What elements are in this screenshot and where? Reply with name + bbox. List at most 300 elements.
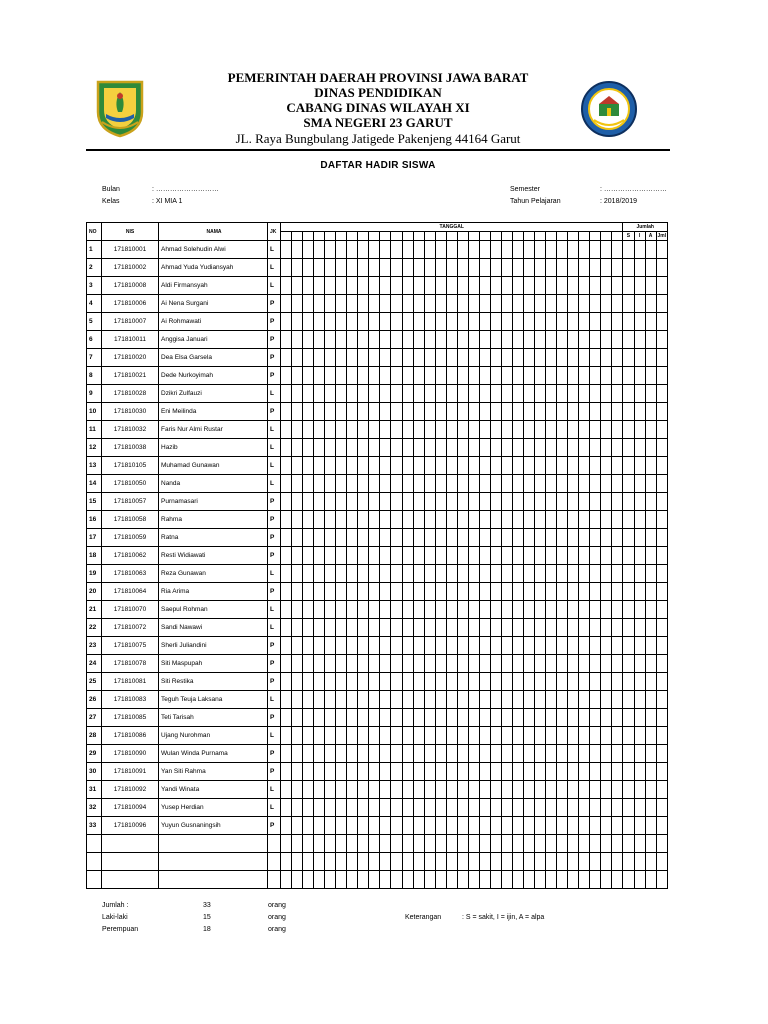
attendance-cell[interactable] (413, 241, 424, 259)
attendance-cell[interactable] (391, 349, 402, 367)
attendance-cell[interactable] (281, 601, 292, 619)
attendance-cell[interactable] (402, 493, 413, 511)
total-cell[interactable] (623, 313, 634, 331)
attendance-cell[interactable] (501, 313, 512, 331)
attendance-cell[interactable] (281, 511, 292, 529)
attendance-cell[interactable] (292, 835, 303, 853)
total-cell[interactable] (656, 493, 667, 511)
attendance-cell[interactable] (314, 781, 325, 799)
attendance-cell[interactable] (490, 421, 501, 439)
attendance-cell[interactable] (446, 853, 457, 871)
attendance-cell[interactable] (347, 817, 358, 835)
attendance-cell[interactable] (501, 763, 512, 781)
attendance-cell[interactable] (446, 619, 457, 637)
attendance-cell[interactable] (601, 817, 612, 835)
attendance-cell[interactable] (535, 259, 546, 277)
attendance-cell[interactable] (314, 313, 325, 331)
attendance-cell[interactable] (557, 313, 568, 331)
attendance-cell[interactable] (468, 493, 479, 511)
attendance-cell[interactable] (568, 853, 579, 871)
attendance-cell[interactable] (413, 403, 424, 421)
attendance-cell[interactable] (369, 601, 380, 619)
attendance-cell[interactable] (402, 781, 413, 799)
attendance-cell[interactable] (590, 295, 601, 313)
total-cell[interactable] (634, 619, 645, 637)
attendance-cell[interactable] (435, 583, 446, 601)
attendance-cell[interactable] (325, 547, 336, 565)
attendance-cell[interactable] (457, 439, 468, 457)
attendance-cell[interactable] (568, 313, 579, 331)
attendance-cell[interactable] (457, 745, 468, 763)
attendance-cell[interactable] (435, 655, 446, 673)
attendance-cell[interactable] (402, 601, 413, 619)
attendance-cell[interactable] (501, 547, 512, 565)
attendance-cell[interactable] (336, 493, 347, 511)
attendance-cell[interactable] (524, 691, 535, 709)
attendance-cell[interactable] (512, 709, 523, 727)
attendance-cell[interactable] (524, 439, 535, 457)
attendance-cell[interactable] (391, 529, 402, 547)
attendance-cell[interactable] (446, 781, 457, 799)
attendance-cell[interactable] (546, 295, 557, 313)
attendance-cell[interactable] (490, 781, 501, 799)
attendance-cell[interactable] (590, 691, 601, 709)
attendance-cell[interactable] (490, 493, 501, 511)
attendance-cell[interactable] (292, 295, 303, 313)
attendance-cell[interactable] (601, 871, 612, 889)
attendance-cell[interactable] (292, 385, 303, 403)
total-cell[interactable] (634, 259, 645, 277)
attendance-cell[interactable] (479, 475, 490, 493)
attendance-cell[interactable] (369, 691, 380, 709)
attendance-cell[interactable] (424, 511, 435, 529)
attendance-cell[interactable] (303, 655, 314, 673)
total-cell[interactable] (656, 385, 667, 403)
attendance-cell[interactable] (479, 637, 490, 655)
attendance-cell[interactable] (468, 853, 479, 871)
attendance-cell[interactable] (369, 709, 380, 727)
attendance-cell[interactable] (358, 403, 369, 421)
attendance-cell[interactable] (468, 241, 479, 259)
attendance-cell[interactable] (490, 817, 501, 835)
attendance-cell[interactable] (446, 637, 457, 655)
attendance-cell[interactable] (325, 439, 336, 457)
attendance-cell[interactable] (457, 529, 468, 547)
attendance-cell[interactable] (468, 547, 479, 565)
attendance-cell[interactable] (446, 547, 457, 565)
attendance-cell[interactable] (535, 493, 546, 511)
attendance-cell[interactable] (524, 655, 535, 673)
total-cell[interactable] (645, 421, 656, 439)
attendance-cell[interactable] (358, 835, 369, 853)
attendance-cell[interactable] (557, 331, 568, 349)
attendance-cell[interactable] (579, 871, 590, 889)
total-cell[interactable] (623, 871, 634, 889)
attendance-cell[interactable] (512, 727, 523, 745)
attendance-cell[interactable] (358, 619, 369, 637)
attendance-cell[interactable] (612, 727, 623, 745)
attendance-cell[interactable] (590, 403, 601, 421)
attendance-cell[interactable] (336, 583, 347, 601)
attendance-cell[interactable] (512, 367, 523, 385)
attendance-cell[interactable] (535, 601, 546, 619)
attendance-cell[interactable] (314, 565, 325, 583)
attendance-cell[interactable] (292, 619, 303, 637)
attendance-cell[interactable] (468, 385, 479, 403)
attendance-cell[interactable] (314, 529, 325, 547)
attendance-cell[interactable] (479, 367, 490, 385)
attendance-cell[interactable] (303, 349, 314, 367)
attendance-cell[interactable] (601, 367, 612, 385)
attendance-cell[interactable] (490, 511, 501, 529)
attendance-cell[interactable] (303, 871, 314, 889)
total-cell[interactable] (645, 331, 656, 349)
attendance-cell[interactable] (292, 673, 303, 691)
attendance-cell[interactable] (546, 799, 557, 817)
attendance-cell[interactable] (380, 853, 391, 871)
attendance-cell[interactable] (612, 637, 623, 655)
attendance-cell[interactable] (612, 529, 623, 547)
attendance-cell[interactable] (557, 601, 568, 619)
attendance-cell[interactable] (358, 295, 369, 313)
attendance-cell[interactable] (501, 853, 512, 871)
attendance-cell[interactable] (490, 475, 501, 493)
attendance-cell[interactable] (457, 799, 468, 817)
attendance-cell[interactable] (468, 799, 479, 817)
attendance-cell[interactable] (512, 421, 523, 439)
attendance-cell[interactable] (325, 493, 336, 511)
attendance-cell[interactable] (535, 349, 546, 367)
attendance-cell[interactable] (435, 601, 446, 619)
attendance-cell[interactable] (391, 367, 402, 385)
attendance-cell[interactable] (535, 241, 546, 259)
attendance-cell[interactable] (303, 799, 314, 817)
attendance-cell[interactable] (601, 655, 612, 673)
total-cell[interactable] (623, 799, 634, 817)
attendance-cell[interactable] (402, 673, 413, 691)
attendance-cell[interactable] (424, 493, 435, 511)
total-cell[interactable] (634, 529, 645, 547)
attendance-cell[interactable] (479, 403, 490, 421)
attendance-cell[interactable] (524, 529, 535, 547)
attendance-cell[interactable] (358, 529, 369, 547)
total-cell[interactable] (623, 565, 634, 583)
attendance-cell[interactable] (325, 403, 336, 421)
attendance-cell[interactable] (336, 637, 347, 655)
attendance-cell[interactable] (336, 529, 347, 547)
total-cell[interactable] (656, 295, 667, 313)
attendance-cell[interactable] (601, 691, 612, 709)
attendance-cell[interactable] (457, 259, 468, 277)
attendance-cell[interactable] (601, 853, 612, 871)
attendance-cell[interactable] (292, 403, 303, 421)
attendance-cell[interactable] (424, 241, 435, 259)
attendance-cell[interactable] (490, 385, 501, 403)
attendance-cell[interactable] (612, 781, 623, 799)
attendance-cell[interactable] (292, 529, 303, 547)
attendance-cell[interactable] (424, 745, 435, 763)
attendance-cell[interactable] (435, 763, 446, 781)
attendance-cell[interactable] (590, 439, 601, 457)
attendance-cell[interactable] (325, 511, 336, 529)
attendance-cell[interactable] (612, 871, 623, 889)
attendance-cell[interactable] (402, 817, 413, 835)
attendance-cell[interactable] (303, 853, 314, 871)
attendance-cell[interactable] (391, 439, 402, 457)
attendance-cell[interactable] (358, 763, 369, 781)
attendance-cell[interactable] (512, 583, 523, 601)
attendance-cell[interactable] (347, 781, 358, 799)
attendance-cell[interactable] (535, 457, 546, 475)
attendance-cell[interactable] (336, 619, 347, 637)
attendance-cell[interactable] (325, 799, 336, 817)
attendance-cell[interactable] (446, 709, 457, 727)
total-cell[interactable] (623, 367, 634, 385)
attendance-cell[interactable] (391, 727, 402, 745)
attendance-cell[interactable] (612, 619, 623, 637)
attendance-cell[interactable] (391, 565, 402, 583)
total-cell[interactable] (645, 565, 656, 583)
attendance-cell[interactable] (336, 313, 347, 331)
attendance-cell[interactable] (579, 709, 590, 727)
attendance-cell[interactable] (303, 583, 314, 601)
attendance-cell[interactable] (590, 475, 601, 493)
attendance-cell[interactable] (512, 457, 523, 475)
attendance-cell[interactable] (524, 817, 535, 835)
attendance-cell[interactable] (457, 673, 468, 691)
attendance-cell[interactable] (612, 511, 623, 529)
attendance-cell[interactable] (479, 763, 490, 781)
attendance-cell[interactable] (435, 781, 446, 799)
attendance-cell[interactable] (546, 241, 557, 259)
attendance-cell[interactable] (292, 565, 303, 583)
total-cell[interactable] (634, 709, 645, 727)
total-cell[interactable] (656, 601, 667, 619)
attendance-cell[interactable] (457, 691, 468, 709)
total-cell[interactable] (623, 385, 634, 403)
attendance-cell[interactable] (557, 493, 568, 511)
attendance-cell[interactable] (435, 529, 446, 547)
attendance-cell[interactable] (612, 475, 623, 493)
attendance-cell[interactable] (358, 745, 369, 763)
attendance-cell[interactable] (314, 349, 325, 367)
attendance-cell[interactable] (325, 529, 336, 547)
attendance-cell[interactable] (303, 241, 314, 259)
attendance-cell[interactable] (413, 565, 424, 583)
total-cell[interactable] (623, 655, 634, 673)
attendance-cell[interactable] (546, 583, 557, 601)
total-cell[interactable] (634, 493, 645, 511)
attendance-cell[interactable] (358, 547, 369, 565)
attendance-cell[interactable] (358, 601, 369, 619)
attendance-cell[interactable] (424, 673, 435, 691)
attendance-cell[interactable] (457, 241, 468, 259)
attendance-cell[interactable] (358, 349, 369, 367)
attendance-cell[interactable] (402, 655, 413, 673)
attendance-cell[interactable] (281, 673, 292, 691)
attendance-cell[interactable] (612, 439, 623, 457)
total-cell[interactable] (623, 763, 634, 781)
attendance-cell[interactable] (281, 421, 292, 439)
attendance-cell[interactable] (391, 259, 402, 277)
attendance-cell[interactable] (457, 565, 468, 583)
attendance-cell[interactable] (501, 835, 512, 853)
attendance-cell[interactable] (380, 439, 391, 457)
attendance-cell[interactable] (347, 529, 358, 547)
attendance-cell[interactable] (524, 457, 535, 475)
attendance-cell[interactable] (435, 367, 446, 385)
attendance-cell[interactable] (568, 619, 579, 637)
attendance-cell[interactable] (391, 709, 402, 727)
attendance-cell[interactable] (380, 637, 391, 655)
attendance-cell[interactable] (479, 583, 490, 601)
attendance-cell[interactable] (435, 511, 446, 529)
attendance-cell[interactable] (490, 709, 501, 727)
attendance-cell[interactable] (325, 601, 336, 619)
attendance-cell[interactable] (512, 619, 523, 637)
attendance-cell[interactable] (601, 745, 612, 763)
attendance-cell[interactable] (292, 313, 303, 331)
attendance-cell[interactable] (479, 781, 490, 799)
attendance-cell[interactable] (535, 709, 546, 727)
attendance-cell[interactable] (391, 511, 402, 529)
attendance-cell[interactable] (446, 511, 457, 529)
attendance-cell[interactable] (579, 601, 590, 619)
attendance-cell[interactable] (314, 403, 325, 421)
attendance-cell[interactable] (535, 745, 546, 763)
attendance-cell[interactable] (557, 619, 568, 637)
attendance-cell[interactable] (468, 565, 479, 583)
attendance-cell[interactable] (546, 313, 557, 331)
attendance-cell[interactable] (590, 277, 601, 295)
attendance-cell[interactable] (281, 439, 292, 457)
attendance-cell[interactable] (546, 385, 557, 403)
attendance-cell[interactable] (535, 511, 546, 529)
attendance-cell[interactable] (546, 349, 557, 367)
attendance-cell[interactable] (612, 493, 623, 511)
attendance-cell[interactable] (446, 817, 457, 835)
attendance-cell[interactable] (413, 853, 424, 871)
attendance-cell[interactable] (568, 817, 579, 835)
attendance-cell[interactable] (490, 727, 501, 745)
attendance-cell[interactable] (546, 475, 557, 493)
attendance-cell[interactable] (391, 241, 402, 259)
attendance-cell[interactable] (369, 637, 380, 655)
attendance-cell[interactable] (281, 259, 292, 277)
attendance-cell[interactable] (358, 853, 369, 871)
attendance-cell[interactable] (292, 241, 303, 259)
attendance-cell[interactable] (579, 457, 590, 475)
attendance-cell[interactable] (501, 475, 512, 493)
attendance-cell[interactable] (424, 403, 435, 421)
attendance-cell[interactable] (612, 691, 623, 709)
attendance-cell[interactable] (446, 439, 457, 457)
attendance-cell[interactable] (490, 313, 501, 331)
attendance-cell[interactable] (391, 475, 402, 493)
total-cell[interactable] (656, 637, 667, 655)
attendance-cell[interactable] (424, 637, 435, 655)
attendance-cell[interactable] (424, 421, 435, 439)
attendance-cell[interactable] (524, 637, 535, 655)
attendance-cell[interactable] (557, 871, 568, 889)
attendance-cell[interactable] (546, 745, 557, 763)
total-cell[interactable] (623, 457, 634, 475)
attendance-cell[interactable] (590, 331, 601, 349)
attendance-cell[interactable] (424, 547, 435, 565)
attendance-cell[interactable] (524, 385, 535, 403)
attendance-cell[interactable] (391, 637, 402, 655)
attendance-cell[interactable] (512, 547, 523, 565)
attendance-cell[interactable] (336, 547, 347, 565)
attendance-cell[interactable] (402, 871, 413, 889)
attendance-cell[interactable] (501, 259, 512, 277)
attendance-cell[interactable] (524, 403, 535, 421)
total-cell[interactable] (634, 403, 645, 421)
attendance-cell[interactable] (391, 619, 402, 637)
attendance-cell[interactable] (490, 673, 501, 691)
attendance-cell[interactable] (303, 745, 314, 763)
attendance-cell[interactable] (535, 727, 546, 745)
attendance-cell[interactable] (325, 817, 336, 835)
attendance-cell[interactable] (579, 493, 590, 511)
attendance-cell[interactable] (336, 295, 347, 313)
attendance-cell[interactable] (402, 727, 413, 745)
attendance-cell[interactable] (380, 475, 391, 493)
attendance-cell[interactable] (380, 493, 391, 511)
attendance-cell[interactable] (579, 367, 590, 385)
attendance-cell[interactable] (314, 835, 325, 853)
attendance-cell[interactable] (535, 691, 546, 709)
attendance-cell[interactable] (557, 781, 568, 799)
attendance-cell[interactable] (535, 781, 546, 799)
total-cell[interactable] (656, 835, 667, 853)
attendance-cell[interactable] (358, 691, 369, 709)
total-cell[interactable] (656, 331, 667, 349)
attendance-cell[interactable] (325, 565, 336, 583)
attendance-cell[interactable] (568, 709, 579, 727)
attendance-cell[interactable] (601, 601, 612, 619)
attendance-cell[interactable] (424, 619, 435, 637)
attendance-cell[interactable] (568, 727, 579, 745)
attendance-cell[interactable] (413, 691, 424, 709)
total-cell[interactable] (623, 439, 634, 457)
attendance-cell[interactable] (479, 529, 490, 547)
attendance-cell[interactable] (292, 817, 303, 835)
attendance-cell[interactable] (435, 385, 446, 403)
attendance-cell[interactable] (281, 385, 292, 403)
attendance-cell[interactable] (314, 709, 325, 727)
attendance-cell[interactable] (524, 565, 535, 583)
attendance-cell[interactable] (325, 421, 336, 439)
attendance-cell[interactable] (446, 835, 457, 853)
total-cell[interactable] (656, 781, 667, 799)
attendance-cell[interactable] (468, 367, 479, 385)
attendance-cell[interactable] (435, 799, 446, 817)
attendance-cell[interactable] (391, 835, 402, 853)
attendance-cell[interactable] (358, 475, 369, 493)
attendance-cell[interactable] (314, 871, 325, 889)
attendance-cell[interactable] (336, 727, 347, 745)
attendance-cell[interactable] (535, 799, 546, 817)
attendance-cell[interactable] (524, 601, 535, 619)
total-cell[interactable] (645, 475, 656, 493)
total-cell[interactable] (656, 709, 667, 727)
attendance-cell[interactable] (557, 745, 568, 763)
attendance-cell[interactable] (391, 655, 402, 673)
attendance-cell[interactable] (590, 421, 601, 439)
attendance-cell[interactable] (590, 457, 601, 475)
attendance-cell[interactable] (512, 511, 523, 529)
